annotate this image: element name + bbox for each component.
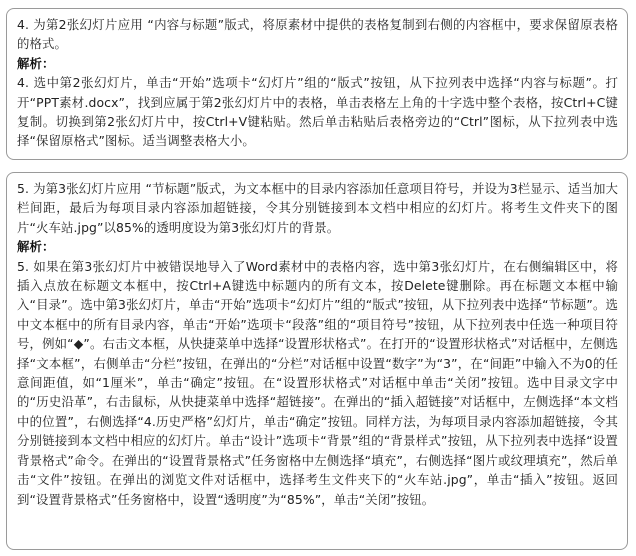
question-card-4	[6, 8, 628, 160]
question-text: 4. 为第2张幻灯片应用 “内容与标题”版式，将原素材中提供的表格复制到右侧的内容框中，要求保留原表格的格式。	[17, 17, 618, 52]
answer-text: 4. 选中第2张幻灯片，单击“开始”选项卡“幻灯片”组的“版式”按钮，从下拉列表中选择“内容与标题”。打开“PPT素材.docx”，找到应属于第2张幻灯片中的表格，单击表格左上角的十字选中整个表格，按Ctrl+C键复制。切换到第2张幻灯片中，按Ctrl+V键粘贴。然后单击粘贴后表格旁边的“Ctrl”图标，从下拉列表中选择“保留原格式”图标。适当调整表格大小。	[17, 75, 618, 149]
question-card-5	[6, 172, 628, 550]
answer-text: 5. 如果在第3张幻灯片中被错误地导入了Word素材中的表格内容，选中第3张幻灯片，在右侧编辑区中，将插入点放在标题文本框中，按Ctrl+A键选中标题内的所有文本，按Delete键删除。再在标题文本框中输入“目录”。选中第3张幻灯片，单击“开始”选项卡“幻灯片”组的“版式”按钮，从下拉列表中选择“节标题”。选中文本框中的所有目录内容，单击“开始”选项卡“段落”组的“项目符号”按钮，从下拉列表中任选一种项目符号，例如“◆”。右击文本框，从快捷菜单中选择“设置形状格式”。在打开的“设置形状格式”对话框中，左侧选择“文本框”，右侧单击“分栏”按钮，在弹出的“分栏”对话框中设置“数字”为“3”，在“间距”中输入不为0的任意间距值，如“1厘米”，单击“确定”按钮。在“设置形状格式”对话框中单击“关闭”按钮。选中目录文字中的“历史沿革”，右击鼠标，从快捷菜单中选择“超链接”。在弹出的“插入超链接”对话框中，左侧选择“本文档中的位置”，右侧选择“4.历史严格”幻灯片，单击“确定”按钮。同样方法，为每项目录内容添加超链接，令其分别链接到本文档中相应的幻灯片。单击“设计”选项卡“背景”组的“背景样式”按钮，从下拉列表中选择“设置背景格式”命令。在弹出的“设置背景格式”任务窗格中左侧选择“填充”，右侧选择“图片或纹理填充”，然后单击“文件”按钮。在弹出的浏览文件对话框中，选择考生文件夹下的“火车站.jpg”，单击“插入”按钮。返回到“设置背景格式”任务窗格中，设置“透明度”为“85%”，单击“关闭”按钮。	[17, 258, 618, 507]
answer-label: 解析：	[17, 55, 55, 71]
question-text: 5. 为第3张幻灯片应用 “节标题”版式，为文本框中的目录内容添加任意项目符号，并设为3栏显示、适当加大栏间距，最后为每项目录内容添加超链接，令其分别链接到本文档中相应的幻灯片。将考生文件夹下的图片“火车站.jpg”以85%的透明度设为第3张幻灯片的背景。	[17, 181, 618, 235]
answer-label: 解析：	[17, 239, 55, 255]
